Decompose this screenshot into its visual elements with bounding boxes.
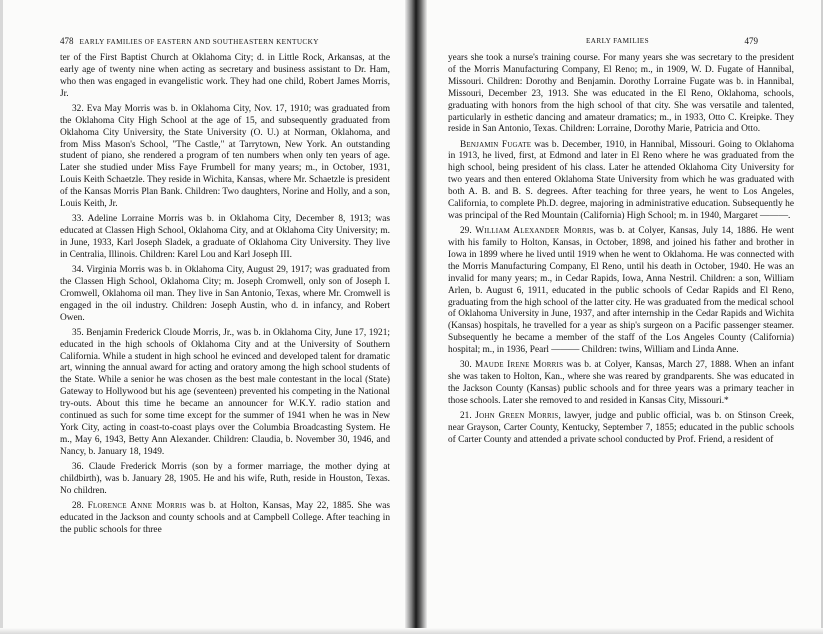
entry-name: John Green Morris <box>475 411 559 422</box>
entry-text: , lawyer, judge and public official, was b. on Stinson Creek, near Grayson, Carter County, Kentucky, September 7, 1855; educated in the public schools of Carter County and attended a private school conducted by Prof. Friend, a resident of <box>448 411 794 445</box>
right-running-title: EARLY FAMILIES <box>586 37 649 45</box>
paragraph: 33. Adeline Lorraine Morris was b. in Oklahoma City, December 8, 1913; was educated at Classen High School, Oklahoma City, and at Oklahoma City University; m. in June, 1933, Karl Joseph Sladek, a graduate of Oklahoma City University. They live in Centralia, Illinois. Children: Karel Lou and Karl Joseph III. <box>60 214 390 260</box>
paragraph <box>448 226 794 357</box>
left-running-head <box>60 35 390 47</box>
paragraph <box>60 501 390 537</box>
entry-name: Maude Irene Morris <box>474 360 564 371</box>
entry-text: , was b. at Colyer, Kansas, July 14, 1886. He went with his family to Holton, Kansas, in October, 1898, and joined his father and brother in Iowa in 1899 where he lived until 1919 when he went to Oklahoma. He was connected with the Morris Manufacturing Company, El Reno, until his death in October, 1940. He was an invalid for many years; m., in Cedar Rapids, Iowa, Anna Nestril. Children: a son, William Arlen, b. August 6, 1911, educated in the public schools of Cedar Rapids and El Reno, graduating from the high school of the latter city. He was graduated from the medical school of Oklahoma University in June, 1937, and after internship in the Cedar Rapids and Wichita (Kansas) hospitals, he travelled for a year as ship's surgeon on a Pacific passenger steamer. Subsequently he became a member of the staff of the Los Angeles County (California) hospital; m., in 1936, Pearl ——— Children: twins, William and Linda Anne. <box>448 226 795 356</box>
entry-number: 21. <box>460 411 476 422</box>
entry-text: was b. at Colyer, Kansas, March 27, 1888. When an infant she was taken to Holton, Kan., where she was reared by grandparents. She was educated in the Jackson County (Kansas) public schools and for three years was a primary teacher in those schools. Later she removed to and resided in Kansas City, Missouri.* <box>448 360 794 406</box>
paragraph <box>448 360 794 408</box>
entry-number: 28. <box>72 500 88 511</box>
entry-name: Florence Anne Morris <box>87 500 187 511</box>
paragraph <box>448 411 794 447</box>
right-page-number: 479 <box>744 36 758 46</box>
entry-number: 29. <box>460 226 476 237</box>
paragraph: 35. Benjamin Frederick Cloude Morris, Jr., was b. in Oklahoma City, June 17, 1921; educated in the high schools of Oklahoma City and at the University of Southern California. While a student in high school he evinced and developed talent for dramatic art, winning the annual award for acting and oratory among the high school students of the State. While a senior he was chosen as the best male contestant in the local (State) Gateway to Hollywood but his age (seventeen) prevented his competing in the National try-outs. About this time he became an announcer for W.K.Y. radio station and continued as such for some time except for the summer of 1941 when he was in New York City, acting in coast-to-coast plays over the Columbia Broadcasting System. He m., May 6, 1943, Betty Ann Alexander. Children: Claudia, b. November 30, 1946, and Nancy, b. January 18, 1949. <box>60 327 390 457</box>
left-page-number: 478 <box>60 36 74 46</box>
left-running-title: EARLY FAMILIES OF EASTERN AND SOUTHEASTERN KENTUCKY <box>79 38 319 46</box>
right-running-head <box>412 35 758 47</box>
right-page <box>412 0 823 634</box>
paragraph: 34. Virginia Morris was b. in Oklahoma City, August 29, 1917; was graduated from the Classen High School, Oklahoma City; m. Joseph Cromwell, only son of Joseph I. Cromwell, Oklahoma oil man. They live in San Antonio, Texas, where Mr. Cromwell is engaged in the oil industry. Children: Joseph Austin, who d. in infancy, and Robert Owen. <box>60 264 390 323</box>
paragraph <box>448 140 794 223</box>
paragraph: 32. Eva May Morris was b. in Oklahoma City, Nov. 17, 1910; was graduated from the Oklahoma City High School at the age of 15, and subsequently graduated from Oklahoma City University, the State University (O. U.) at Norman, Oklahoma, and from Miss Mason's School, "The Castle," at Tarrytown, New York. An outstanding student of piano, she rendered a program of ten numbers when only ten years of age. Later she studied under Miss Faye Frumbell for many years; m., in October, 1931, Louis Keith Schaetzle. They reside in Wichita, Kansas, where Mr. Schaetzle is president of the Kansas Morris Plan Bank. Children: Two daughters, Norine and Holly, and a son, Louis Keith, Jr. <box>60 103 390 210</box>
paragraph: ter of the First Baptist Church at Oklahoma City; d. in Little Rock, Arkansas, at the early age of twenty nine when acting as secretary and business assistant to Dr. Ham, who then was engaged in evangelistic work. They had one child, Robert James Morris, Jr. <box>60 53 390 99</box>
entry-name: William Alexander Morris <box>475 226 594 237</box>
entry-text: was b. at Holton, Kansas, May 22, 1885. She was educated in the Jackson and county schools and at Campbell College. After teaching in the public schools for three <box>60 500 390 535</box>
bottom-edge-shadow <box>0 628 823 634</box>
entry-name: Benjamin Fugate <box>460 139 532 150</box>
left-page-text <box>60 53 390 540</box>
entry-text: was b. December, 1910, in Hannibal, Missouri. Going to Oklahoma in 1913, he lived, first, at Edmond and later in El Reno where he was graduated from the high school, being president of his class. Later he attended Oklahoma City University for two years and then entered Oklahoma State University from which he was graduated with both A. B. and B. S. degrees. After teaching for three years, he went to Los Angeles, California, to complete Ph.D. degree, majoring in administrative education. Subsequently he was principal of the Red Mountain (California) High School; m. in 1940, Margaret ———. <box>448 139 794 221</box>
right-page-text <box>448 53 794 450</box>
entry-number: 30. <box>460 360 475 371</box>
paragraph: years she took a nurse's training course. For many years she was secretary to the president of the Morris Manufacturing Company, El Reno; m., in 1909, W. D. Fugate of Hannibal, Missouri. Children: Dorothy and Benjamin. Dorothy Lorraine Fugate was b. in Hannibal, Missouri, December 23, 1913. She was educated in the El Reno, Oklahoma, schools, graduating with honors from the high school of that city. She was versatile and talented, particularly in esthetic dancing and amateur dramatics; m., in 1933, Otto C. Kreipke. They reside in San Antonio, Texas. Children: Lorraine, Dorothy Marie, Patricia and Otto. <box>448 53 794 135</box>
paragraph: 36. Claude Frederick Morris (son by a former marriage, the mother dying at childbirth), was b. January 28, 1905. He and his wife, Ruth, reside in Houston, Texas. No children. <box>60 461 390 496</box>
